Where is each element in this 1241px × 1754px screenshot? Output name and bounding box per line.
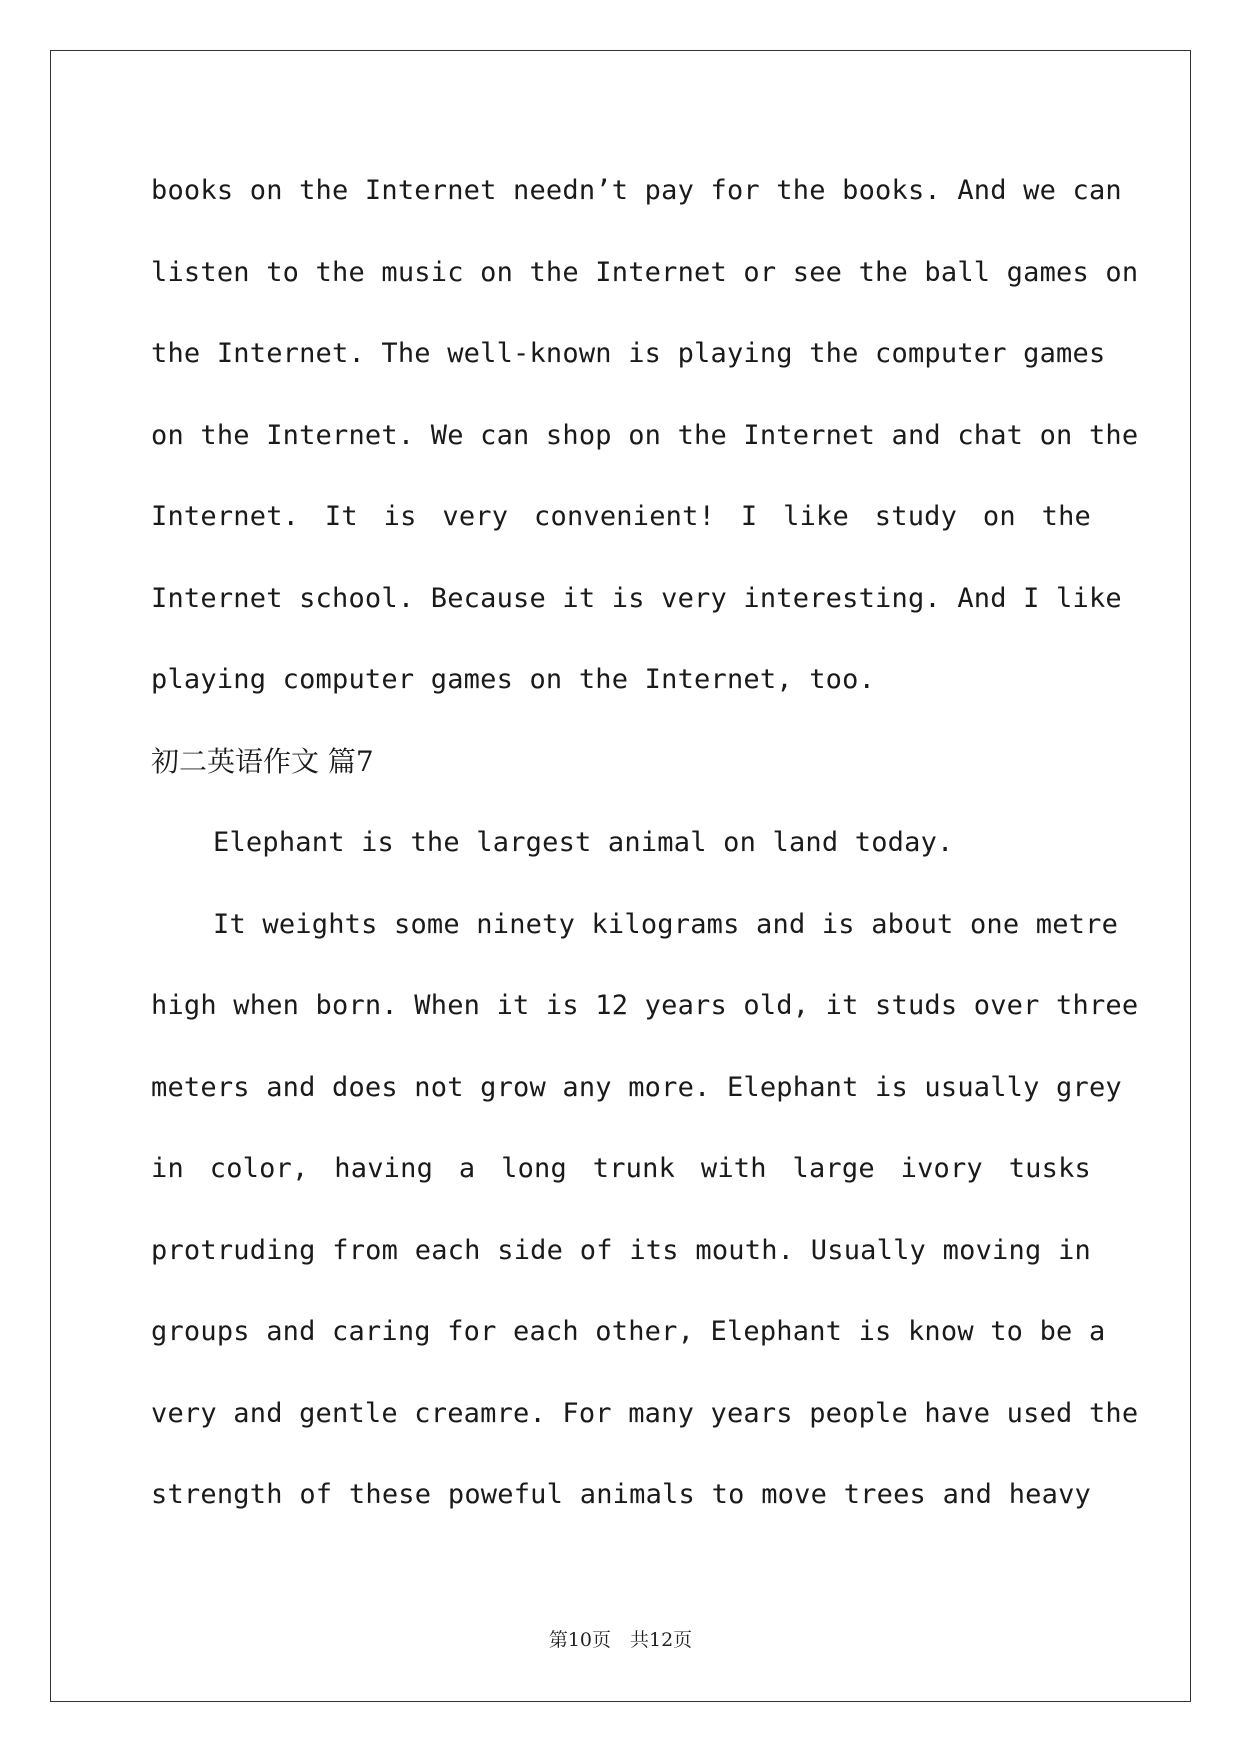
text-line: Elephant is the largest animal on land today.	[213, 827, 954, 858]
text-line: It weights some ninety kilograms and is about one metre	[213, 908, 1119, 940]
text-line: in color, having a long trunk with large ivory tusks	[151, 1153, 1091, 1184]
text-line: listen to the music on the Internet or see the ball games on	[151, 256, 1139, 288]
text-line: strength of these poweful animals to move trees and heavy	[151, 1479, 1091, 1510]
text-line: playing computer games on the Internet, too.	[151, 664, 876, 695]
text-line: very and gentle creamre. For many years people have used the	[151, 1397, 1139, 1429]
text-line: high when born. When it is 12 years old, it studs over three	[151, 990, 1139, 1021]
text-line: meters and does not grow any more. Elephant is usually grey	[151, 1071, 1122, 1103]
text-line: Internet school. Because it is very interesting. And I like	[151, 582, 1122, 614]
text-line: books on the Internet needn’t pay for the books. And we can	[151, 175, 1122, 206]
text-line: Internet. It is very convenient! I like study on the	[151, 501, 1091, 532]
text-line: on the Internet. We can shop on the Internet and chat on the	[151, 419, 1139, 451]
section-heading: 初二英语作文 篇7	[151, 744, 374, 778]
page-number-footer: 第10页 共12页	[548, 1629, 693, 1651]
text-line: the Internet. The well-known is playing the computer games	[151, 338, 1106, 369]
text-line: groups and caring for each other, Elephant is know to be a	[151, 1316, 1106, 1347]
document-body	[151, 150, 1139, 1536]
text-line: protruding from each side of its mouth. Usually moving in	[151, 1234, 1091, 1266]
